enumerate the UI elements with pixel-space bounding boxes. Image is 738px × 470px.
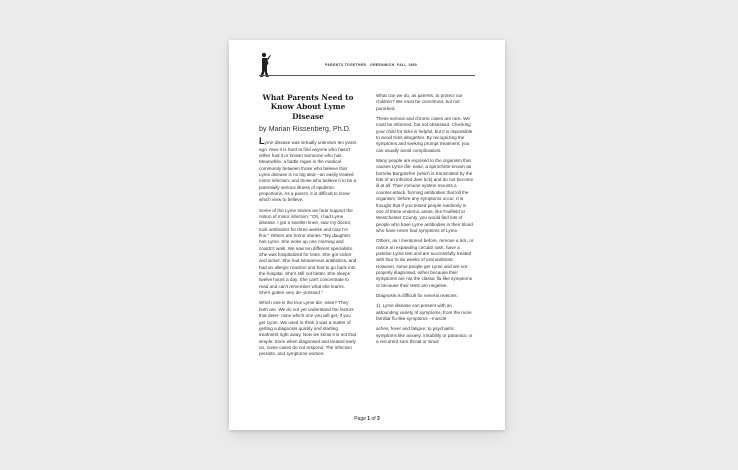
running-head: PARENTS TOGETHER . GREENWICH. FALL 1989 xyxy=(325,63,418,67)
drop-cap: L xyxy=(259,136,265,147)
paragraph: aches, fever and fatigue; to psychiatric symptoms like anxiety, irritability or paranoia; or a recurrent sore throat or sinus xyxy=(376,326,473,345)
paragraph: 1). Lyme disease can present with an astounding variety of symptoms, from the more familiar flu-like symptoms --muscle xyxy=(376,303,472,321)
paragraph: Others, as I mentioned before, remove a tick, or notice an expanding circular rash, have a positive Lyme test and are successfully treated with four to six weeks of oral antibiotic. However, some people get Lyme and are not properly diagnosed, either because their symptoms are not the classic flu-like symptoms or because their tests are negative. xyxy=(376,238,474,288)
paragraph: Some of the Lyme stories we hear support the notion of minor infection: "Oh, I had Lyme disease. I got a swollen knee, saw my doctor, took antibiotics for three weeks and now I'm fine." Others are horror stories: "My daughter has Lyme. She woke up one morning and couldn't walk. We saw ten different specialists. She was hospitalized for tests. She got sicker and sicker. She had intravenous antibiotics, and had an allergic reaction and had to go back into the hospital. She's still not better. She sleeps twelve hours a day. She can't concentrate to read and can't remember what she learns. She's gotten very de- pressed." xyxy=(259,207,357,296)
paragraph: Diagnosis is difficult for several reasons: xyxy=(376,292,458,298)
paragraph: Lyme disease was virtually unknown ten years ago. Now it is hard to find anyone who hasn't either had it or known someone who has. Meanwhile, a battle rages in the medical community between those who believe that Lyme disease is no big deal --an easily treated minor infection; and those who believe it to be a potentially serious illness of epidemic proportions. As a parent, it is difficult to know which view to believe. xyxy=(259,136,357,203)
paragraph: Many people are exposed to the organism that causes Lyme dis- ease, a spirochete known as borrelia Burgdorferi (which is transmitted by the bite of an infected deer tick) and do not become ill at all. Their immune system mounts a counter-attack, forming antibodies that kill the organism, before any symptoms occur. It is thought that if you tested people randomly in one of these endemic areas, like Fairfield or Westchester County, you would find lots of people who have Lyme antibodies in their blood who have never had symptoms of Lyme. xyxy=(376,158,474,233)
left-column xyxy=(259,93,357,362)
page-indicator: Page 1 of 3 xyxy=(354,416,380,422)
paragraph: These serious and chronic cases are rare. We must be informed, but not obsessed. Checking your child for ticks is helpful, but it is impossible to avoid ticks altogether. By recognizing the symptoms and seeking prompt treatment, you can usually avoid complications. xyxy=(376,116,473,153)
right-column xyxy=(376,93,474,349)
paragraph: Which one is the true Lyme dis- ease? They both are. We do not yet understand the factors that deter- mine which one you will get, if you get Lyme. We used to think it was a matter of getting a diagnosis quickly and starting treatment right away. Now we know it is not that simple. Even when diagnosed and treated early on, some cases do not respond. The infection persists, and symptoms worsen. xyxy=(259,300,356,357)
total-pages: 3 xyxy=(377,416,380,422)
byline: by Marian Rissenberg, Ph.D. xyxy=(259,124,351,134)
paragraph: What can we do, as parents, to protect our children? We must be concerned, but not panicked. xyxy=(376,93,463,111)
article-title: What Parents Need to Know About Lyme Disease xyxy=(262,93,354,121)
current-page: 1 xyxy=(367,416,371,422)
header-divider xyxy=(259,75,475,76)
document-page xyxy=(229,40,505,430)
